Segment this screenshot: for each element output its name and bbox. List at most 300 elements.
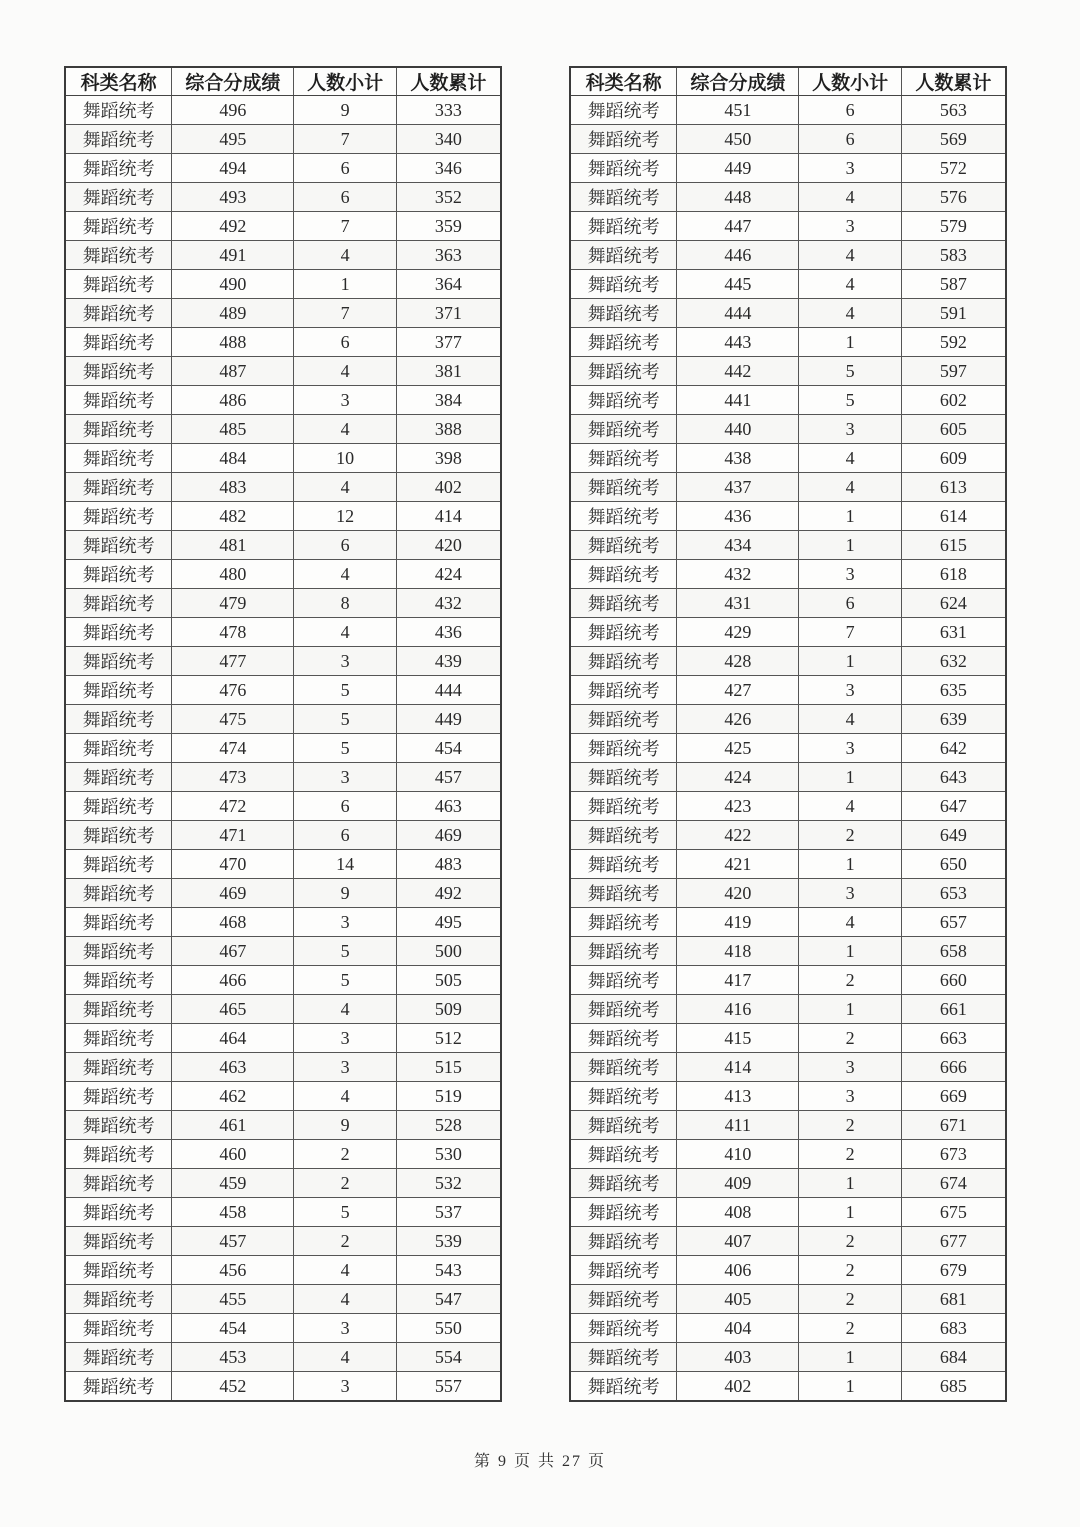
subtotal-cell: 3 <box>294 1053 396 1082</box>
category-cell: 舞蹈统考 <box>570 1372 677 1402</box>
cumulative-cell: 683 <box>901 1314 1006 1343</box>
table-row <box>65 763 501 792</box>
subtotal-cell: 2 <box>799 1024 901 1053</box>
score-cell: 491 <box>172 241 294 270</box>
column-header-subtotal: 人数小计 <box>799 67 901 96</box>
category-cell: 舞蹈统考 <box>65 1140 172 1169</box>
subtotal-cell: 5 <box>294 1198 396 1227</box>
category-cell: 舞蹈统考 <box>570 241 677 270</box>
subtotal-cell: 6 <box>799 589 901 618</box>
table-row <box>65 183 501 212</box>
score-cell: 482 <box>172 502 294 531</box>
score-cell: 463 <box>172 1053 294 1082</box>
category-cell: 舞蹈统考 <box>570 1227 677 1256</box>
table-row <box>570 328 1006 357</box>
table-row <box>65 415 501 444</box>
subtotal-cell: 1 <box>799 850 901 879</box>
table-row <box>570 1024 1006 1053</box>
table-row <box>65 1140 501 1169</box>
cumulative-cell: 635 <box>901 676 1006 705</box>
score-cell: 451 <box>677 96 799 125</box>
score-cell: 425 <box>677 734 799 763</box>
subtotal-cell: 3 <box>799 415 901 444</box>
category-cell: 舞蹈统考 <box>570 531 677 560</box>
score-cell: 460 <box>172 1140 294 1169</box>
category-cell: 舞蹈统考 <box>570 1343 677 1372</box>
cumulative-cell: 685 <box>901 1372 1006 1402</box>
table-row <box>570 1198 1006 1227</box>
score-cell: 475 <box>172 705 294 734</box>
category-cell: 舞蹈统考 <box>65 212 172 241</box>
score-cell: 448 <box>677 183 799 212</box>
table-row <box>570 763 1006 792</box>
score-cell: 489 <box>172 299 294 328</box>
score-cell: 456 <box>172 1256 294 1285</box>
table-row <box>570 1285 1006 1314</box>
table-row <box>570 792 1006 821</box>
subtotal-cell: 4 <box>294 415 396 444</box>
score-cell: 407 <box>677 1227 799 1256</box>
subtotal-cell: 5 <box>799 357 901 386</box>
category-cell: 舞蹈统考 <box>65 357 172 386</box>
cumulative-cell: 492 <box>396 879 501 908</box>
category-cell: 舞蹈统考 <box>570 879 677 908</box>
table-row <box>570 357 1006 386</box>
category-cell: 舞蹈统考 <box>65 647 172 676</box>
category-cell: 舞蹈统考 <box>570 1256 677 1285</box>
category-cell: 舞蹈统考 <box>570 734 677 763</box>
score-cell: 461 <box>172 1111 294 1140</box>
column-header-score: 综合分成绩 <box>172 67 294 96</box>
table-row <box>570 1082 1006 1111</box>
table-row <box>570 270 1006 299</box>
score-cell: 437 <box>677 473 799 502</box>
category-cell: 舞蹈统考 <box>570 1140 677 1169</box>
subtotal-cell: 3 <box>799 734 901 763</box>
subtotal-cell: 4 <box>294 560 396 589</box>
subtotal-cell: 12 <box>294 502 396 531</box>
category-cell: 舞蹈统考 <box>65 1111 172 1140</box>
subtotal-cell: 4 <box>294 1256 396 1285</box>
score-cell: 486 <box>172 386 294 415</box>
cumulative-cell: 675 <box>901 1198 1006 1227</box>
score-cell: 408 <box>677 1198 799 1227</box>
score-tables <box>64 66 1007 1402</box>
category-cell: 舞蹈统考 <box>570 328 677 357</box>
table-row <box>570 560 1006 589</box>
cumulative-cell: 615 <box>901 531 1006 560</box>
table-row <box>570 618 1006 647</box>
cumulative-cell: 381 <box>396 357 501 386</box>
cumulative-cell: 647 <box>901 792 1006 821</box>
cumulative-cell: 528 <box>396 1111 501 1140</box>
table-row <box>65 908 501 937</box>
subtotal-cell: 6 <box>799 96 901 125</box>
subtotal-cell: 8 <box>294 589 396 618</box>
cumulative-cell: 661 <box>901 995 1006 1024</box>
cumulative-cell: 609 <box>901 444 1006 473</box>
cumulative-cell: 679 <box>901 1256 1006 1285</box>
score-cell: 452 <box>172 1372 294 1402</box>
subtotal-cell: 3 <box>294 1024 396 1053</box>
score-cell: 488 <box>172 328 294 357</box>
subtotal-cell: 3 <box>799 154 901 183</box>
subtotal-cell: 7 <box>294 125 396 154</box>
category-cell: 舞蹈统考 <box>570 444 677 473</box>
subtotal-cell: 10 <box>294 444 396 473</box>
category-cell: 舞蹈统考 <box>65 96 172 125</box>
score-cell: 422 <box>677 821 799 850</box>
category-cell: 舞蹈统考 <box>65 531 172 560</box>
cumulative-cell: 569 <box>901 125 1006 154</box>
table-row <box>65 821 501 850</box>
score-cell: 483 <box>172 473 294 502</box>
table-row <box>65 1227 501 1256</box>
subtotal-cell: 4 <box>294 357 396 386</box>
cumulative-cell: 371 <box>396 299 501 328</box>
subtotal-cell: 7 <box>799 618 901 647</box>
cumulative-cell: 424 <box>396 560 501 589</box>
subtotal-cell: 4 <box>294 618 396 647</box>
score-cell: 455 <box>172 1285 294 1314</box>
cumulative-cell: 650 <box>901 850 1006 879</box>
score-cell: 453 <box>172 1343 294 1372</box>
table-row <box>65 792 501 821</box>
table-row <box>570 1372 1006 1402</box>
subtotal-cell: 5 <box>294 676 396 705</box>
subtotal-cell: 3 <box>294 647 396 676</box>
cumulative-cell: 639 <box>901 705 1006 734</box>
table-row <box>570 444 1006 473</box>
score-cell: 472 <box>172 792 294 821</box>
table-row <box>65 1169 501 1198</box>
cumulative-cell: 512 <box>396 1024 501 1053</box>
table-row <box>570 705 1006 734</box>
cumulative-cell: 384 <box>396 386 501 415</box>
cumulative-cell: 684 <box>901 1343 1006 1372</box>
subtotal-cell: 3 <box>799 560 901 589</box>
subtotal-cell: 4 <box>799 241 901 270</box>
category-cell: 舞蹈统考 <box>65 850 172 879</box>
table-row <box>570 879 1006 908</box>
subtotal-cell: 7 <box>294 212 396 241</box>
table-row <box>65 241 501 270</box>
category-cell: 舞蹈统考 <box>570 125 677 154</box>
score-cell: 440 <box>677 415 799 444</box>
table-body-left <box>65 96 501 1402</box>
cumulative-cell: 669 <box>901 1082 1006 1111</box>
column-header-cumulative: 人数累计 <box>396 67 501 96</box>
cumulative-cell: 681 <box>901 1285 1006 1314</box>
table-row <box>65 589 501 618</box>
subtotal-cell: 4 <box>294 1343 396 1372</box>
table-row <box>65 473 501 502</box>
cumulative-cell: 454 <box>396 734 501 763</box>
table-row <box>570 647 1006 676</box>
score-cell: 403 <box>677 1343 799 1372</box>
table-row <box>570 125 1006 154</box>
score-cell: 444 <box>677 299 799 328</box>
table-row <box>570 995 1006 1024</box>
table-row <box>65 1285 501 1314</box>
category-cell: 舞蹈统考 <box>65 908 172 937</box>
cumulative-cell: 557 <box>396 1372 501 1402</box>
table-row <box>65 96 501 125</box>
cumulative-cell: 666 <box>901 1053 1006 1082</box>
category-cell: 舞蹈统考 <box>65 125 172 154</box>
score-cell: 421 <box>677 850 799 879</box>
subtotal-cell: 9 <box>294 96 396 125</box>
category-cell: 舞蹈统考 <box>570 502 677 531</box>
score-cell: 402 <box>677 1372 799 1402</box>
score-cell: 415 <box>677 1024 799 1053</box>
cumulative-cell: 532 <box>396 1169 501 1198</box>
score-cell: 447 <box>677 212 799 241</box>
score-cell: 485 <box>172 415 294 444</box>
category-cell: 舞蹈统考 <box>65 1372 172 1402</box>
subtotal-cell: 7 <box>294 299 396 328</box>
category-cell: 舞蹈统考 <box>65 1024 172 1053</box>
table-row <box>65 299 501 328</box>
cumulative-cell: 469 <box>396 821 501 850</box>
category-cell: 舞蹈统考 <box>65 560 172 589</box>
score-cell: 492 <box>172 212 294 241</box>
table-row <box>570 676 1006 705</box>
subtotal-cell: 2 <box>799 1314 901 1343</box>
category-cell: 舞蹈统考 <box>65 1256 172 1285</box>
category-cell: 舞蹈统考 <box>65 270 172 299</box>
cumulative-cell: 539 <box>396 1227 501 1256</box>
subtotal-cell: 1 <box>799 647 901 676</box>
score-cell: 469 <box>172 879 294 908</box>
cumulative-cell: 519 <box>396 1082 501 1111</box>
category-cell: 舞蹈统考 <box>65 966 172 995</box>
category-cell: 舞蹈统考 <box>65 763 172 792</box>
subtotal-cell: 4 <box>799 444 901 473</box>
score-cell: 465 <box>172 995 294 1024</box>
table-row <box>570 937 1006 966</box>
subtotal-cell: 6 <box>294 821 396 850</box>
table-row <box>65 328 501 357</box>
category-cell: 舞蹈统考 <box>65 1198 172 1227</box>
score-cell: 428 <box>677 647 799 676</box>
cumulative-cell: 642 <box>901 734 1006 763</box>
table-row <box>65 531 501 560</box>
table-row <box>65 560 501 589</box>
subtotal-cell: 3 <box>294 1314 396 1343</box>
subtotal-cell: 1 <box>799 763 901 792</box>
table-row <box>65 705 501 734</box>
subtotal-cell: 2 <box>799 1227 901 1256</box>
table-row <box>65 618 501 647</box>
score-table-left <box>64 66 502 1402</box>
subtotal-cell: 3 <box>799 1053 901 1082</box>
score-cell: 432 <box>677 560 799 589</box>
score-cell: 495 <box>172 125 294 154</box>
table-row <box>570 1256 1006 1285</box>
table-row <box>570 1227 1006 1256</box>
cumulative-cell: 444 <box>396 676 501 705</box>
table-body-right <box>570 96 1006 1402</box>
subtotal-cell: 2 <box>799 1140 901 1169</box>
category-cell: 舞蹈统考 <box>65 995 172 1024</box>
subtotal-cell: 4 <box>799 473 901 502</box>
subtotal-cell: 3 <box>294 908 396 937</box>
score-cell: 436 <box>677 502 799 531</box>
cumulative-cell: 449 <box>396 705 501 734</box>
table-row <box>65 1256 501 1285</box>
score-cell: 445 <box>677 270 799 299</box>
category-cell: 舞蹈统考 <box>65 821 172 850</box>
cumulative-cell: 554 <box>396 1343 501 1372</box>
score-cell: 468 <box>172 908 294 937</box>
subtotal-cell: 2 <box>294 1169 396 1198</box>
subtotal-cell: 1 <box>294 270 396 299</box>
category-cell: 舞蹈统考 <box>65 154 172 183</box>
column-header-cumulative: 人数累计 <box>901 67 1006 96</box>
category-cell: 舞蹈统考 <box>65 444 172 473</box>
category-cell: 舞蹈统考 <box>570 415 677 444</box>
table-row <box>570 473 1006 502</box>
category-cell: 舞蹈统考 <box>570 763 677 792</box>
column-header-category: 科类名称 <box>570 67 677 96</box>
subtotal-cell: 9 <box>294 879 396 908</box>
subtotal-cell: 2 <box>294 1140 396 1169</box>
table-row <box>570 154 1006 183</box>
category-cell: 舞蹈统考 <box>570 850 677 879</box>
cumulative-cell: 605 <box>901 415 1006 444</box>
score-cell: 490 <box>172 270 294 299</box>
subtotal-cell: 4 <box>294 995 396 1024</box>
cumulative-cell: 592 <box>901 328 1006 357</box>
table-row <box>570 1140 1006 1169</box>
cumulative-cell: 500 <box>396 937 501 966</box>
cumulative-cell: 363 <box>396 241 501 270</box>
cumulative-cell: 673 <box>901 1140 1006 1169</box>
table-row <box>570 96 1006 125</box>
category-cell: 舞蹈统考 <box>570 299 677 328</box>
category-cell: 舞蹈统考 <box>65 415 172 444</box>
table-row <box>65 1053 501 1082</box>
table-row <box>570 212 1006 241</box>
cumulative-cell: 663 <box>901 1024 1006 1053</box>
cumulative-cell: 515 <box>396 1053 501 1082</box>
score-cell: 423 <box>677 792 799 821</box>
category-cell: 舞蹈统考 <box>65 299 172 328</box>
table-row <box>65 1343 501 1372</box>
category-cell: 舞蹈统考 <box>570 705 677 734</box>
category-cell: 舞蹈统考 <box>570 1024 677 1053</box>
cumulative-cell: 631 <box>901 618 1006 647</box>
category-cell: 舞蹈统考 <box>570 618 677 647</box>
subtotal-cell: 6 <box>294 154 396 183</box>
category-cell: 舞蹈统考 <box>570 792 677 821</box>
subtotal-cell: 5 <box>294 705 396 734</box>
cumulative-cell: 674 <box>901 1169 1006 1198</box>
category-cell: 舞蹈统考 <box>570 1285 677 1314</box>
cumulative-cell: 340 <box>396 125 501 154</box>
header-row <box>65 67 501 96</box>
score-cell: 484 <box>172 444 294 473</box>
category-cell: 舞蹈统考 <box>570 154 677 183</box>
subtotal-cell: 1 <box>799 531 901 560</box>
cumulative-cell: 597 <box>901 357 1006 386</box>
score-cell: 429 <box>677 618 799 647</box>
subtotal-cell: 9 <box>294 1111 396 1140</box>
score-cell: 404 <box>677 1314 799 1343</box>
score-cell: 457 <box>172 1227 294 1256</box>
score-cell: 458 <box>172 1198 294 1227</box>
score-cell: 487 <box>172 357 294 386</box>
table-row <box>570 415 1006 444</box>
score-table-right <box>569 66 1007 1402</box>
category-cell: 舞蹈统考 <box>570 183 677 212</box>
table-row <box>65 154 501 183</box>
cumulative-cell: 591 <box>901 299 1006 328</box>
score-cell: 431 <box>677 589 799 618</box>
score-cell: 479 <box>172 589 294 618</box>
score-cell: 413 <box>677 1082 799 1111</box>
cumulative-cell: 624 <box>901 589 1006 618</box>
category-cell: 舞蹈统考 <box>570 473 677 502</box>
score-cell: 471 <box>172 821 294 850</box>
cumulative-cell: 677 <box>901 1227 1006 1256</box>
subtotal-cell: 4 <box>799 270 901 299</box>
category-cell: 舞蹈统考 <box>65 328 172 357</box>
cumulative-cell: 657 <box>901 908 1006 937</box>
cumulative-cell: 614 <box>901 502 1006 531</box>
subtotal-cell: 5 <box>294 966 396 995</box>
score-cell: 464 <box>172 1024 294 1053</box>
cumulative-cell: 618 <box>901 560 1006 589</box>
subtotal-cell: 3 <box>799 879 901 908</box>
table-row <box>65 647 501 676</box>
score-cell: 414 <box>677 1053 799 1082</box>
category-cell: 舞蹈统考 <box>570 908 677 937</box>
category-cell: 舞蹈统考 <box>65 473 172 502</box>
score-cell: 480 <box>172 560 294 589</box>
category-cell: 舞蹈统考 <box>570 560 677 589</box>
subtotal-cell: 2 <box>799 821 901 850</box>
table-row <box>65 937 501 966</box>
category-cell: 舞蹈统考 <box>570 1111 677 1140</box>
subtotal-cell: 1 <box>799 937 901 966</box>
score-cell: 427 <box>677 676 799 705</box>
column-header-category: 科类名称 <box>65 67 172 96</box>
category-cell: 舞蹈统考 <box>570 589 677 618</box>
cumulative-cell: 649 <box>901 821 1006 850</box>
cumulative-cell: 388 <box>396 415 501 444</box>
score-cell: 481 <box>172 531 294 560</box>
cumulative-cell: 550 <box>396 1314 501 1343</box>
cumulative-cell: 537 <box>396 1198 501 1227</box>
subtotal-cell: 2 <box>799 1256 901 1285</box>
score-cell: 438 <box>677 444 799 473</box>
cumulative-cell: 660 <box>901 966 1006 995</box>
table-row <box>570 908 1006 937</box>
table-row <box>570 1053 1006 1082</box>
score-cell: 496 <box>172 96 294 125</box>
cumulative-cell: 572 <box>901 154 1006 183</box>
subtotal-cell: 2 <box>294 1227 396 1256</box>
table-row <box>65 1198 501 1227</box>
column-header-subtotal: 人数小计 <box>294 67 396 96</box>
table-row <box>65 212 501 241</box>
score-cell: 459 <box>172 1169 294 1198</box>
category-cell: 舞蹈统考 <box>65 241 172 270</box>
category-cell: 舞蹈统考 <box>65 502 172 531</box>
subtotal-cell: 4 <box>294 473 396 502</box>
